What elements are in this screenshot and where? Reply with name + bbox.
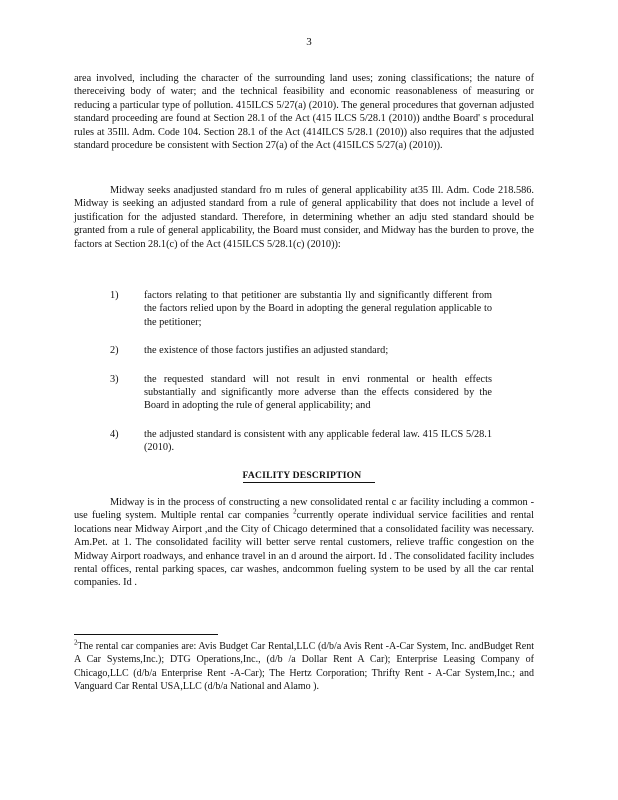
list-item-text: factors relating to that petitioner are substantia lly and significantly different from the factors relied upon by the Board in adopting the general regulation applicable to the petitioner;	[144, 290, 492, 328]
list-item	[74, 289, 534, 329]
paragraph-text: Midway is in the process of constructing a new consolidated rental c ar facility including a common -use fueling system. Multiple rental car companies	[74, 497, 534, 522]
footnote-marker: 2	[74, 638, 78, 647]
list-item-text: the adjusted standard is consistent with any applicable federal law. 415 ILCS 5/28.1 (2010).	[144, 428, 492, 454]
list-item-number: 3)	[110, 373, 119, 385]
footnote	[74, 640, 534, 694]
list-item	[74, 373, 534, 413]
list-item-number: 1)	[110, 290, 119, 301]
list-item-number: 4)	[110, 428, 119, 440]
section-heading-text: FACILITY DESCRIPTION	[243, 470, 376, 483]
list-item	[74, 344, 534, 357]
footnote-reference: 2	[293, 507, 297, 516]
paragraph-procedures: area involved, including the character of the surrounding land uses; zoning classifications; the nature of thereceiving body of water; and the technical feasibility and economic reasonableness of measuring or reducing a particular type of pollution. 415ILCS 5/27(a) (2010). The general procedures that governan adjusted standard proceeding are found at Section 28.1 of the Act (415 ILCS 5/28.1 (2010)) andthe Board' s procedural rules at 35Ill. Adm. Code 104. Section 28.1 of the Act (414ILCS 5/28.1 (2010)) also requires that the adjusted standard procedure be consistent with Section 27(a) of the Act (415ILCS 5/27(a) (2010)).	[74, 73, 534, 152]
paragraph-facility-description	[74, 496, 534, 590]
list-item	[74, 428, 534, 455]
section-heading	[0, 469, 618, 482]
factors-list	[74, 289, 534, 455]
footnote-text: The rental car companies are: Avis Budget Car Rental,LLC (d/b/a Avis Rent -A-Car System, Inc. andBudget Rent A Car Systems,Inc.); DTG Operations,Inc., (d/b /a Dollar Rent A Car); Enterprise Leasing Company of Chicago,LLC (d/b/a Enterprise Rent -A-Car); The Hertz Corporation; Thrifty Rent - A-Car System,Inc.; and Vanguard Car Rental USA,LLC (d/b/a National and Alamo ).	[74, 641, 534, 693]
footnote-divider	[74, 634, 218, 635]
list-item-number: 2)	[110, 345, 119, 357]
paragraph-text: currently operate individual service facilities and rental locations near Midway Airport ,and the City of Chicago determined that a consolidated facility was necessary. Am.Pet. at 1. The consolidated facility will better serve rental customers, relieve traffic congestion on the Midway Airport roadways, and enhance travel in an d around the airport. Id . The consolidated facility includes rental offices, rental parking spaces, car washes, andcommon fueling system to be used by all the car rental companies. Id .	[74, 510, 534, 589]
page-number: 3	[306, 36, 312, 48]
list-item-text: the existence of those factors justifies an adjusted standard;	[144, 345, 389, 357]
paragraph-midway-adjusted-standard: Midway seeks anadjusted standard fro m rules of general applicability at35 Ill. Adm. Code 218.586. Midway is seeking an adjusted standard from a rule of general applicability that does not include a level of justification for the adjusted standard. Therefore, in determining whether an adju sted standard should be granted from a rule of general applicability, the Board must consider, and Midway has the burden to prove, the factors at Section 28.1(c) of the Act (415ILCS 5/28.1(c) (2010)):	[74, 185, 534, 250]
list-item-text: the requested standard will not result in envi ronmental or health effects substantially and significantly more adverse than the effects considered by the Board in adopting the rule of general applicability; and	[144, 373, 492, 412]
